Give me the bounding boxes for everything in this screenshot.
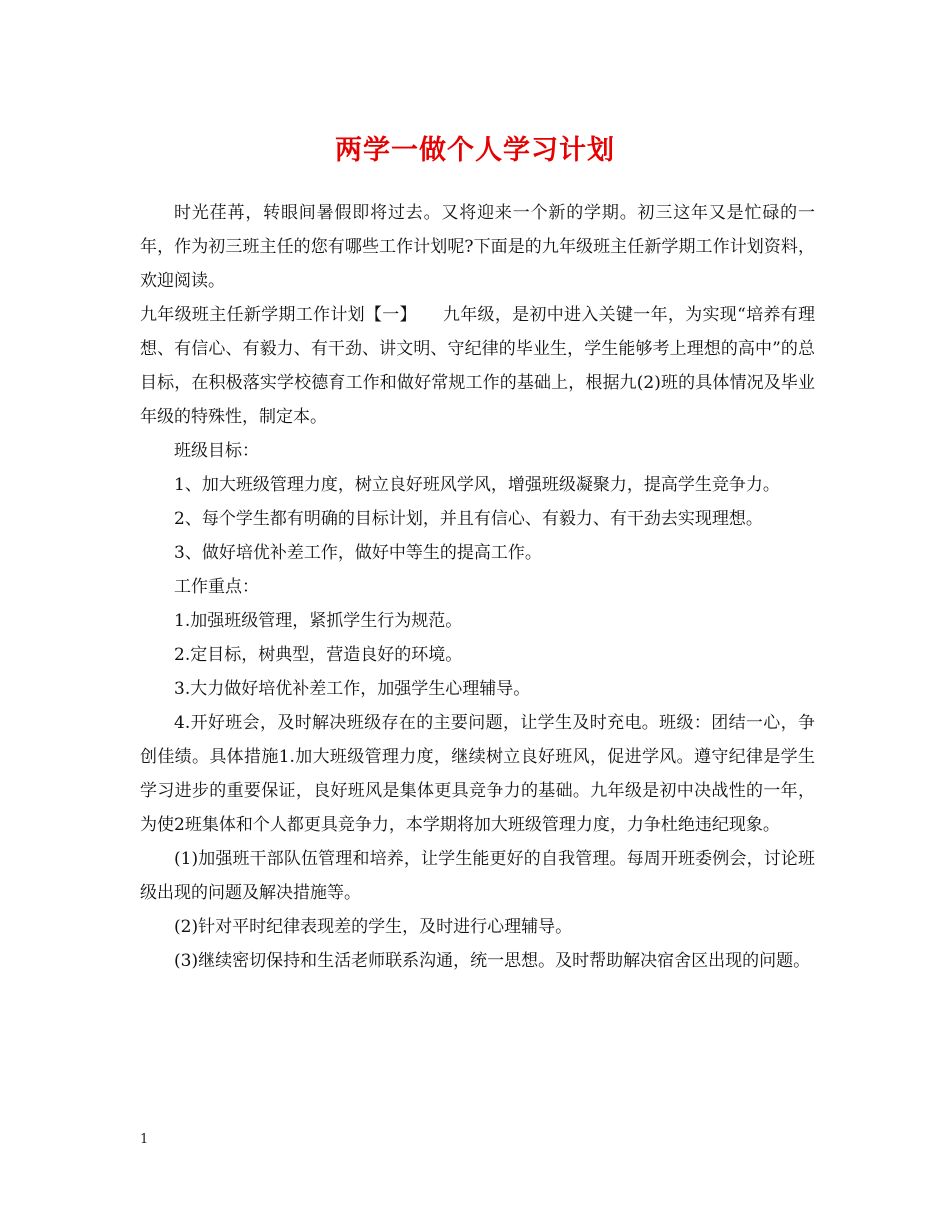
paragraph: (3)继续密切保持和生活老师联系沟通，统一思想。及时帮助解决宿舍区出现的问题。 — [174, 951, 811, 971]
paragraph: 九年级班主任新学期工作计划【一】 九年级，是初中进入关键一年，为实现“培养有理想、有信心、有毅力、有干劲、讲文明、守纪律的毕业生，学生能够考上理想的高中”的总目标，在积极落实学校德育工作和做好常规工作的基础上，根据九(2)班的具体情况及毕业年级的特殊性，制定本。 — [140, 305, 815, 427]
paragraph: 4.开好班会，及时解决班级存在的主要问题，让学生及时充电。班级：团结一心，争创佳绩。具体措施1.加大班级管理力度，继续树立良好班风，促进学风。遵守纪律是学生学习进步的重要保证，良好班风是集体更具竞争力的基础。九年级是初中决战性的一年，为使2班集体和个人都更具竞争力，本学期将加大班级管理力度，力争杜绝违纪现象。 — [140, 713, 815, 835]
paragraph: 3.大力做好培优补差工作，加强学生心理辅导。 — [174, 679, 531, 699]
page-number: 1 — [140, 1132, 149, 1147]
paragraph: 1、加大班级管理力度，树立良好班风学风，增强班级凝聚力，提高学生竞争力。 — [174, 475, 780, 495]
paragraph: 时光荏苒，转眼间暑假即将过去。又将迎来一个新的学期。初三这年又是忙碌的一年，作为初三班主任的您有哪些工作计划呢?下面是的九年级班主任新学期工作计划资料，欢迎阅读。 — [140, 203, 815, 291]
paragraph: 3、做好培优补差工作，做好中等生的提高工作。 — [174, 543, 542, 563]
section-heading: 工作重点： — [174, 577, 259, 597]
section-heading: 班级目标： — [174, 441, 259, 461]
paragraph: 2.定目标，树典型，营造良好的环境。 — [174, 645, 463, 665]
paragraph: 2、每个学生都有明确的目标计划，并且有信心、有毅力、有干劲去实现理想。 — [174, 509, 763, 529]
paragraph: 1.加强班级管理，紧抓学生行为规范。 — [174, 611, 463, 631]
document-title: 两学一做个人学习计划 — [335, 135, 615, 166]
paragraph: (2)针对平时纪律表现差的学生，及时进行心理辅导。 — [174, 917, 573, 937]
document-body — [140, 196, 815, 978]
paragraph: (1)加强班干部队伍管理和培养，让学生能更好的自我管理。每周开班委例会，讨论班级出现的问题及解决措施等。 — [140, 849, 815, 903]
